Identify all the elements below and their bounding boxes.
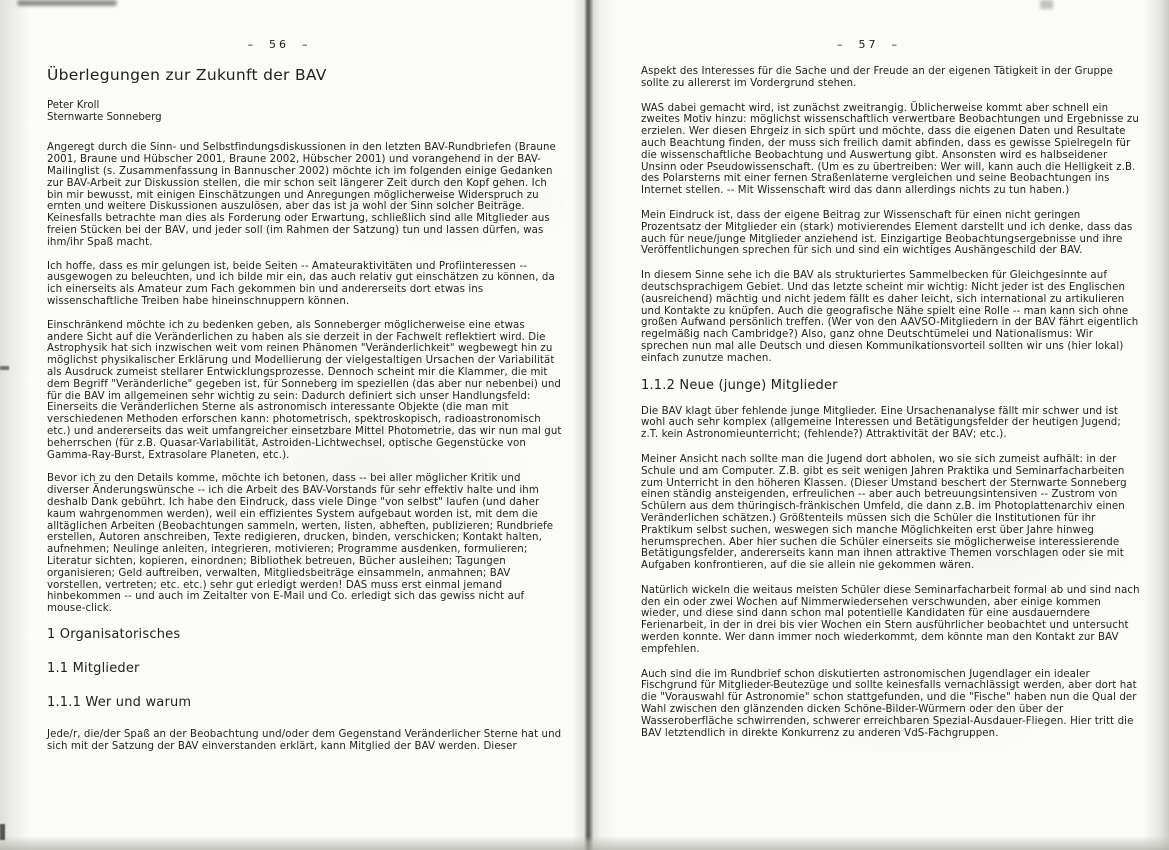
paragraph-membership: Jede/r, die/der Spaß an der Beobachtung und/oder dem Gegenstand Veränderlicher Sterne hat und sich mit der Satzung der BAV einverstanden erklärt, kann Mitglied der BAV werden. Dieser (47, 728, 562, 752)
section-heading-neue-mitglieder: 1.1.2 Neue (junge) Mitglieder (641, 377, 838, 393)
section-heading-wer-und-warum: 1.1.1 Wer und warum (47, 694, 192, 710)
paragraph-intro: Angeregt durch die Sinn- und Selbstfindungsdiskussionen in den letzten BAV-Rundbriefen (Braune 2001, Braune und Hübscher 2001, Braune 2002, Hübscher 2001) und vorangehend in der BAV-Mailinglist (s. Zusammenfassung in Bannuscher 2002) möchte ich im folgenden einige Gedanken zur BAV-Arbeit zur Diskussion stellen, die mir schon seit längerer Zeit durch den Kopf gehen. Ich bin mir bewusst, mit einigen Einschätzungen und Anregungen möglicherweise Widerspruch zu ernten und weitere Diskussionen auszulösen, aber das ist ja wohl der Sinn solcher Beiträge. Keinesfalls betrachte man dies als Forderung oder Erwartung, schließlich sind alle Mitglieder aus freien Stücken bei der BAV, und jeder soll (im Rahmen der Satzung) tun und lassen dürfen, was ihm/ihr Spaß macht. (47, 142, 556, 248)
author-name: Peter Kroll (47, 100, 100, 111)
paragraph-interest: Aspekt des Interesses für die Sache und der Freude an der eigenen Tätigkeit in der Gruppe sollte zu allererst im Vordergrund stehen. (641, 66, 1114, 89)
page-gutter-shadow (572, 0, 618, 850)
scan-smudge-top-right (1040, 0, 1053, 9)
paragraph-was-dabei: WAS dabei gemacht wird, ist zunächst zweitrangig. Üblicherweise kommt aber schnell ein zweites Motiv hinzu: möglichst wissenschaftlich verwertbare Beobachtungen und Ergebnisse zu erzielen. Wer diesen Ehrgeiz in sich spürt und möchte, dass die eigenen Daten und Resultate auch Beachtung finden, der muss sich freilich damit abfinden, dass es gewisse Spielregeln für die wissenschaftliche Beobachtung und Auswertung gibt. Ansonsten wird es halbseidener Unsinn oder Pseudowissenschaft. (Um es zu übertreiben: Wer will, kann auch die Helligkeit z.B. des Polarsterns mit einer fernen Straßenlaterne vergleichen und seine Beobachtungen ins Internet stellen. -- Mit Wissenschaft wird das dann allerdings nichts zu tun haben.) (641, 102, 1139, 197)
scan-mark-bottom-left (0, 824, 5, 840)
paragraph-vorstand-praise: Bevor ich zu den Details komme, möchte ich betonen, dass -- bei aller möglicher Kritik und diverser Änderungswünsche -- ich die Arbeit des BAV-Vorstands für sehr effektiv halte und ihm deshalb Dank gebührt. Ich habe den Eindruck, dass viele Dinge "von selbst" laufen (und daher kaum wahrgenommen werden), weil ein effizientes System aufgebaut worden ist, mit dem die alltäglichen Arbeiten (Beobachtungen sammeln, werten, listen, abheften, publizieren; Rundbriefe erstellen, Autoren anschreiben, Texte redigieren, drucken, binden, verschicken; Kontakt halten, aufnehmen; Neulinge anleiten, integrieren, motivieren; Programme ausdenken, formulieren; Literatur sichten, kopieren, einordnen; Bibliothek betreuen, Bücher ausleihen; Tagungen organisieren; Geld auftreiben, verwalten, Mitgliedsbeiträge einsammeln, anmahnen; BAV vorstellen, vertreten; etc. etc.) sehr gut erledigt werden! DAS muss erst einmal jemand hinbekommen -- und auch im Zeitalter von E-Mail und Co. erledigt sich das gewiss nicht auf mouse-click. (47, 473, 554, 615)
author-block (47, 100, 563, 124)
page-57 (641, 38, 1140, 752)
section-heading-mitglieder: 1.1 Mitglieder (47, 660, 140, 676)
scan-tick-left-edge (0, 366, 9, 370)
page-number-right: – 57 – (837, 38, 900, 51)
paragraph-seminarfacharbeit: Natürlich wickeln die weitaus meisten Schüler diese Seminarfacharbeit formal ab und sind nach den ein oder zwei Wochen auf Nimmerwiedersehen verschwunden, aber einige kommen wieder, und diese sind dann schon mal potentielle Kandidaten für eine ausdauerndere Ferienarbeit, in der in drei bis vier Wochen ein Stern ausführlicher beobachtet und untersucht werden konnte. Wer dann immer noch wiederkommt, dem könnte man den Kontakt zur BAV empfehlen. (641, 584, 1140, 655)
scan-edge-right (1143, 0, 1169, 850)
paragraph-jugend-abholen: Meiner Ansicht nach sollte man die Jugend dort abholen, wo sie sich zumeist aufhält: in der Schule und am Computer. Z.B. gibt es seit wenigen Jahren Praktika und Seminarfacharbeiten zum Unterricht in den höheren Klassen. (Dieser Umstand beschert der Sternwarte Sonneberg einen ständig ansteigenden, erfreulichen -- aber auch betreuungsintensiven -- Zustrom von Schülern aus dem thüringisch-fränkischen Umfeld, die dann z.B. im Photoplattenarchiv einen Veränderlichen schätzen.) Größtenteils müssen sich die Schüler die Institutionen für ihr Praktikum selbst suchen, weswegen sich manche Möglichkeiten erst über Jahre hinweg herumsprechen. Aber hier suchen die Schüler einerseits sie möglicherweise interessierende Betätigungsfelder, andererseits kann man ihnen attraktive Themen vorschlagen oder sie mit Aufgaben konfrontieren, auf die sie allein nie gekommen wären. (641, 453, 1127, 572)
paragraph-sonneberg-view: Einschränkend möchte ich zu bedenken geben, als Sonneberger möglicherweise eine etwas andere Sicht auf die Veränderlichen zu haben als sie derzeit in der Fachwelt reflektiert wird. Die Astrophysik hat sich inzwischen weit vom reinen Phänomen "Veränderlichkeit" wegbewegt hin zu möglichst physikalischer Erklärung und Modellierung der vielgestaltigen Ursachen der Variabilität als Ausdruck zumeist stellarer Entwicklungsprozesse. Dennoch scheint mir die Klammer, die mit dem Begriff "Veränderliche" gegeben ist, für Sonneberg im speziellen (das aber nur nebenbei) und für die BAV im allgemeinen sehr wichtig zu sein: Dadurch definiert sich unser Handlungsfeld: Einerseits die Veränderlichen Sterne als astronomisch interessante Objekte (die man mit verschiedenen Methoden erforschen kann: photometrisch, spektroskopisch, radioastronomisch etc.) und andererseits das weit umfangreicher einsetzbare Mittel Photometrie, das wir nun mal gut beherrschen (für z.B. Quasar-Variabilität, Astroiden-Lichtwechsel, optische Gegenstücke von Gamma-Ray-Burst, Extrasolare Planeten, etc.). (47, 319, 562, 461)
author-affiliation: Sternwarte Sonneberg (47, 112, 162, 124)
paragraph-jugendlager: Auch sind die im Rundbrief schon diskutierten astronomischen Jugendlager ein idealer Fischgrund für Mitglieder-Beutezüge und sollte keinesfalls vernachlässigt werden, aber dort hat die "Vorauswahl für Astronomie" schon stattgefunden, und die "Fische" haben nun die Qual der Wahl zwischen den glänzenden dicken Schöne-Bilder-Würmern oder den über der Wasseroberfläche schwirrenden, schwerer erreichbaren Spezial-Ausdauer-Fliegen. Hier tritt die BAV letztendlich in direkte Konkurrenz zu anderen VdS-Fachgruppen. (641, 668, 1137, 739)
article-title: Überlegungen zur Zukunft der BAV (47, 66, 327, 84)
scan-edge-bottom (0, 836, 1169, 850)
paragraph-bav-klagt: Die BAV klagt über fehlende junge Mitglieder. Eine Ursachenanalyse fällt mir schwer und ist wohl auch sehr komplex (allgemeine Interessen und Betätigungsfelder der heutigen Jugend; z.T. kein Astronomieunterricht; (fehlende?) Attraktivität der BAV; etc.). (641, 405, 1121, 441)
paragraph-sammelbecken: In diesem Sinne sehe ich die BAV als strukturiertes Sammelbecken für Gleichgesinnte auf deutschsprachigem Gebiet. Und das letzte scheint mir wichtig: Nicht jeder ist des Englischen (ausreichend) mächtig und nicht jedem fällt es daher leicht, sich international zu artikulieren und Kontakte zu knüpfen. Auch die geografische Nähe spielt eine Rolle -- man kann sich ohne großen Aufwand persönlich treffen. (Wer von den AAVSO-Mitgliedern in der BAV fährt eigentlich regelmäßig nach Cambridge?) Also, ganz ohne Deutschtümelei und Nationalismus: Wir sprechen nun mal alle Deutsch und diesen Kommunikationsvorteil sollten wir uns (hier lokal) einfach zunutze machen. (641, 270, 1139, 364)
paragraph-balance: Ich hoffe, dass es mir gelungen ist, beide Seiten -- Amateuraktivitäten und Profiinteressen -- ausgewogen zu beleuchten, und ich bilde mir ein, das auch relativ gut einschätzen zu können, da ich einerseits als Amateur zum Fach gekommen bin und andererseits dort etwas ins wissenschaftliche Treiben habe hineinschnuppern können. (47, 260, 555, 307)
scan-smudge-top-left (17, 0, 117, 6)
scan-edge-left (0, 0, 30, 850)
page-56 (47, 38, 563, 752)
paragraph-eindruck: Mein Eindruck ist, dass der eigene Beitrag zur Wissenschaft für einen nicht geringen Prozentsatz der Mitglieder ein (stark) motivierendes Element darstellt und ich denke, dass das auch für neue/junge Mitglieder anziehend ist. Einzigartige Beobachtungsergebnisse und ihre Veröffentlichungen sprechen für sich und sind ein wichtiges Aushängeschild der BAV. (641, 209, 1133, 257)
page-number-left: – 56 – (247, 38, 311, 51)
section-heading-organisatorisches: 1 Organisatorisches (47, 626, 181, 642)
